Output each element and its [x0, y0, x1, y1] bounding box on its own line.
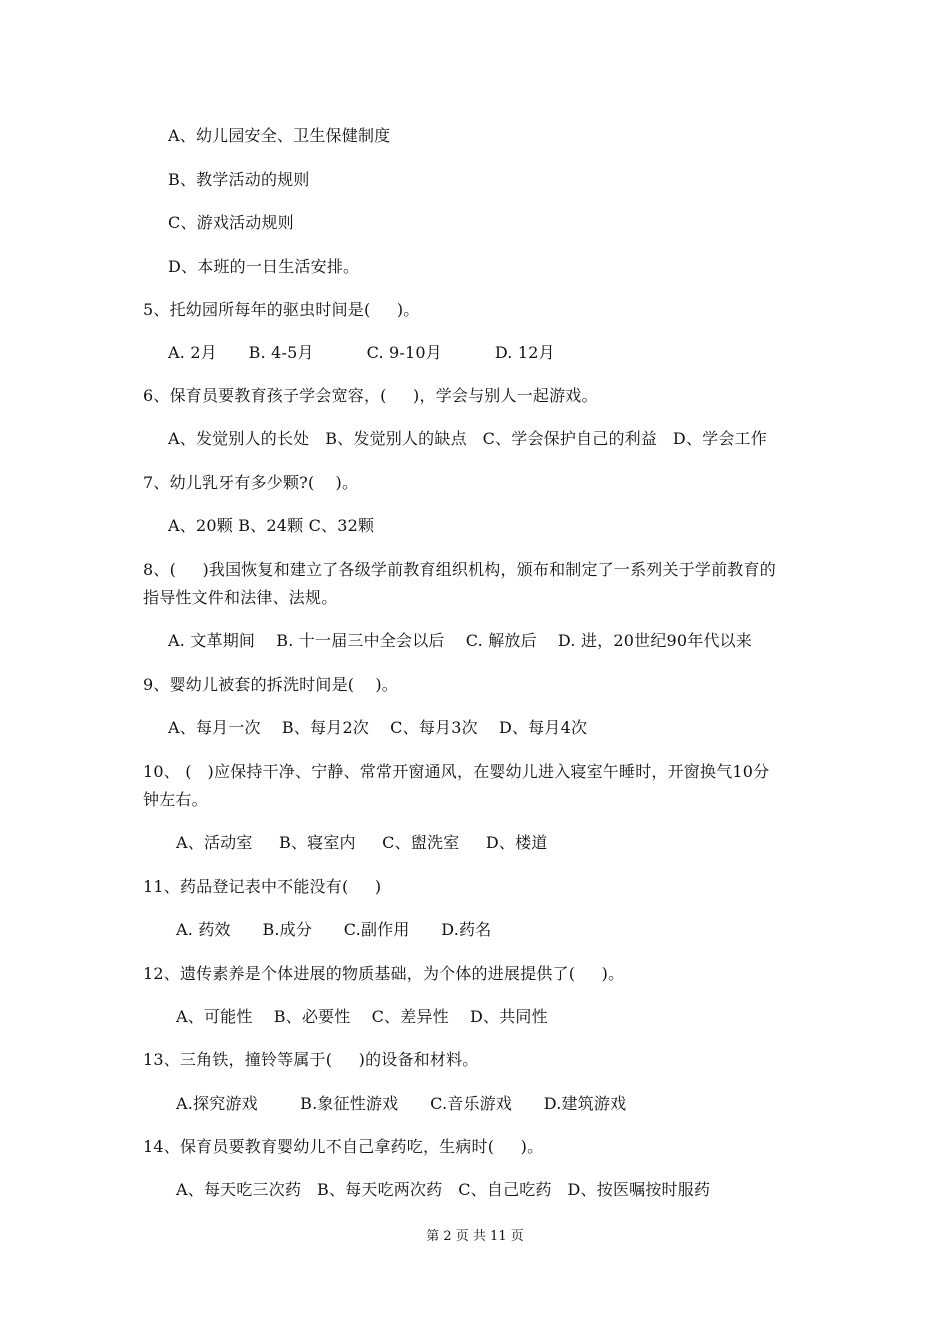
question-5: 5、托幼园所每年的驱虫时间是( )。	[143, 300, 420, 319]
question-11-options: A. 药效 B.成分 C.副作用 D.药名	[176, 920, 492, 939]
page-footer: 第 2 页 共 11 页	[426, 1229, 524, 1244]
option-d-line: D、本班的一日生活安排。	[168, 257, 360, 276]
question-7: 7、幼儿乳牙有多少颗?( )。	[143, 473, 359, 492]
question-9-options: A、每月一次 B、每月2次 C、每月3次 D、每月4次	[168, 718, 588, 737]
question-10-continuation: 钟左右。	[143, 790, 208, 809]
question-10: 10、 ( )应保持干净、宁静、常常开窗通风，在婴幼儿进入寝室午睡时，开窗换气10分	[143, 762, 770, 781]
question-8: 8、( )我国恢复和建立了各级学前教育组织机构，颁布和制定了一系列关于学前教育的	[143, 560, 776, 579]
question-6: 6、保育员要教育孩子学会宽容，( )，学会与别人一起游戏。	[143, 386, 598, 405]
question-6-options: A、发觉别人的长处 B、发觉别人的缺点 C、学会保护自己的利益 D、学会工作	[168, 429, 767, 448]
option-a-line: A、幼儿园安全、卫生保健制度	[168, 126, 391, 145]
question-14-options: A、每天吃三次药 B、每天吃两次药 C、自己吃药 D、按医嘱按时服药	[176, 1180, 711, 1199]
question-12-options: A、可能性 B、必要性 C、差异性 D、共同性	[176, 1007, 548, 1026]
question-9: 9、婴幼儿被套的拆洗时间是( )。	[143, 675, 399, 694]
question-5-options: A. 2月 B. 4-5月 C. 9-10月 D. 12月	[168, 343, 555, 362]
question-12: 12、遗传素养是个体进展的物质基础，为个体的进展提供了( )。	[143, 964, 625, 983]
question-10-options: A、活动室 B、寝室内 C、盥洗室 D、楼道	[176, 833, 548, 852]
question-8-options: A. 文革期间 B. 十一届三中全会以后 C. 解放后 D. 进，20世纪90年代以来	[168, 631, 753, 650]
option-b-line: B、教学活动的规则	[168, 170, 310, 189]
option-c-line: C、游戏活动规则	[168, 213, 294, 232]
question-7-options: A、20颗 B、24颗 C、32颗	[168, 516, 375, 535]
question-13-options: A.探究游戏 B.象征性游戏 C.音乐游戏 D.建筑游戏	[176, 1094, 627, 1113]
question-14: 14、保育员要教育婴幼儿不自己拿药吃，生病时( )。	[143, 1137, 544, 1156]
question-13: 13、三角铁，撞铃等属于( )的设备和材料。	[143, 1050, 479, 1069]
question-11: 11、药品登记表中不能没有( )	[143, 877, 382, 896]
question-8-continuation: 指导性文件和法律、法规。	[143, 588, 338, 607]
